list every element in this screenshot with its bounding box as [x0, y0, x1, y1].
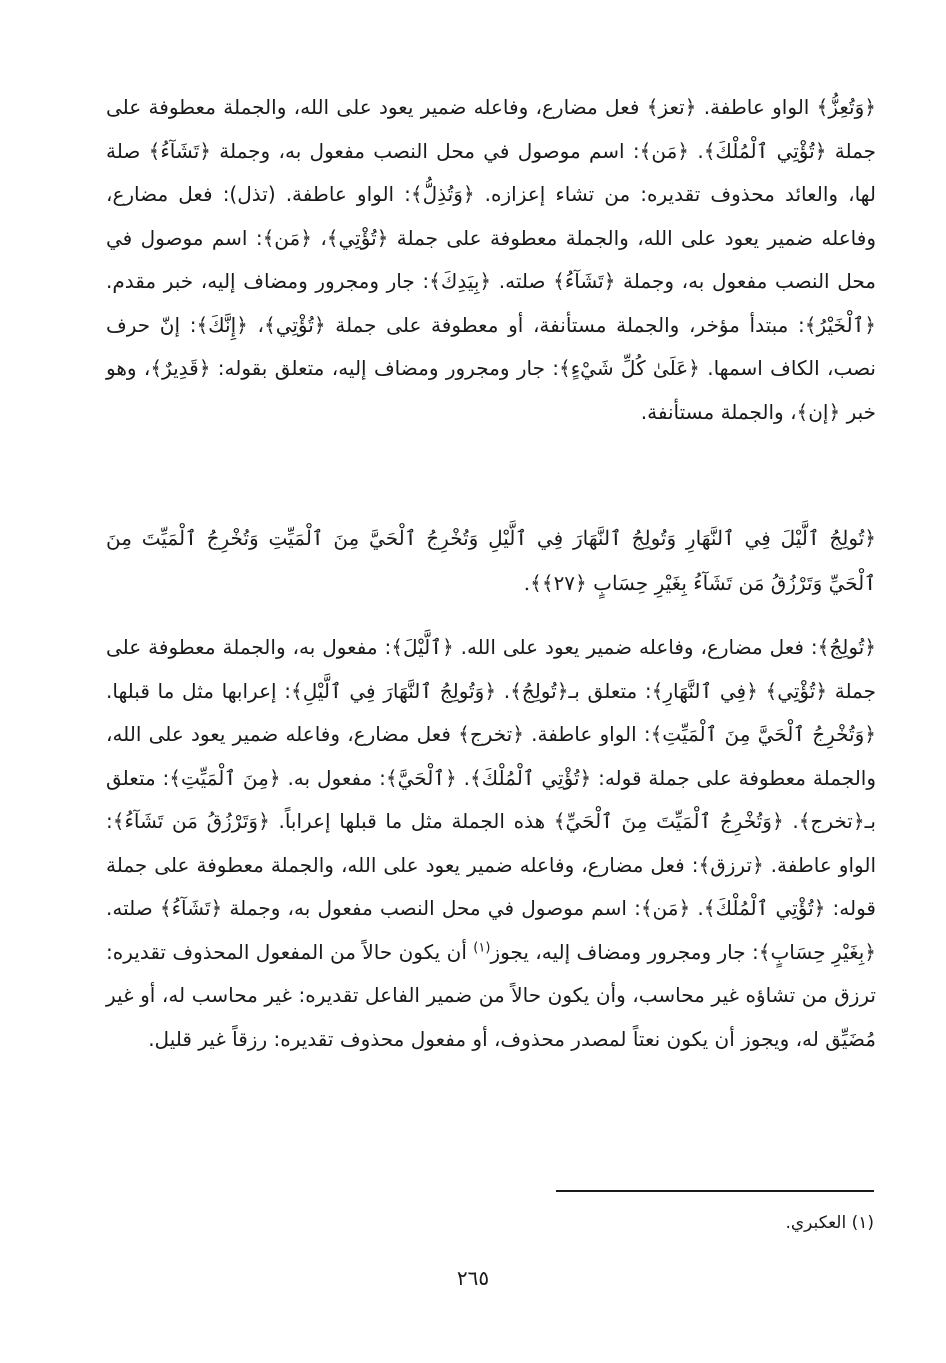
footnote-separator: [556, 1190, 874, 1192]
quran-verse-27: ﴿تُولِجُ ٱلَّيْلَ فِي ٱلنَّهَارِ وَتُولِجُ ٱلنَّهَارَ فِي ٱلَّيْلِ وَتُخْرِجُ ٱلْحَيَّ مِنَ ٱلْمَيِّتِ وَتُخْرِجُ ٱلْمَيِّتَ مِنَ ٱلْحَيِّ وَتَرْزُقُ مَن تَشَآءُ بِغَيْرِ حِسَابٍ ﴿٢٧﴾﴾.: [106, 526, 876, 595]
paragraph-2-main-text: ﴿تُولِجُ﴾: فعل مضارع، وفاعله ضمير يعود على الله. ﴿ٱلَّيْلَ﴾: مفعول به، والجملة معطوفة على جملة ﴿تُؤْتِي﴾ ﴿فِي ٱلنَّهَارِ﴾: متعلق بـ﴿تُولِجُ﴾. ﴿وَتُولِجُ ٱلنَّهَارَ فِي ٱلَّيْلِ﴾: إعرابها مثل ما قبلها. ﴿وَتُخْرِجُ ٱلْحَيَّ مِنَ ٱلْمَيِّتِ﴾: الواو عاطفة. ﴿تخرج﴾ فعل مضارع، وفاعله ضمير يعود على الله، والجملة معطوفة على جملة قوله: ﴿تُؤْتِي ٱلْمُلْكَ﴾. ﴿ٱلْحَيَّ﴾: مفعول به. ﴿مِنَ ٱلْمَيِّتِ﴾: متعلق بـ﴿تخرج﴾. ﴿وَتُخْرِجُ ٱلْمَيِّتَ مِنَ ٱلْحَيِّ﴾ هذه الجملة مثل ما قبلها إعراباً. ﴿وَتَرْزُقُ مَن تَشَآءُ﴾: الواو عاطفة. ﴿ترزق﴾: فعل مضارع، وفاعله ضمير يعود على الله، والجملة معطوفة على جملة قوله: ﴿تُؤْتِي ٱلْمُلْكَ﴾. ﴿مَن﴾: اسم موصول في محل النصب مفعول به، وجملة ﴿تَشَآءُ﴾ صلته. ﴿بِغَيْرِ حِسَابٍ﴾: جار ومجرور ومضاف إليه، يجوز: [106, 635, 877, 964]
page-number: ٢٦٥: [456, 1266, 490, 1290]
footnote-marker: (١): [473, 939, 491, 955]
paragraph-grammar-analysis-2: [106, 626, 876, 1061]
footnote-1: (١) العكبري.: [785, 1213, 874, 1233]
paragraph-2-tail-text: أن يكون حالاً من المفعول المحذوف تقديره: ترزق من تشاؤه غير محاسب، وأن يكون حالاً من ضمير الفاعل تقديره: غير محاسب له، أو غير مُضَيِّق له، ويجوز أن يكون نعتاً لمصدر محذوف، أو مفعول محذوف تقديره: رزقاً غير قليل.: [106, 939, 876, 1051]
paragraph-grammar-analysis-1: ﴿وَتُعِزُّ﴾ الواو عاطفة. ﴿تعز﴾ فعل مضارع، وفاعله ضمير يعود على الله، والجملة معطوفة على جملة ﴿تُؤْتِي ٱلْمُلْكَ﴾. ﴿مَن﴾: اسم موصول في محل النصب مفعول به، وجملة ﴿تَشَآءُ﴾ صلة لها، والعائد محذوف تقديره: من تشاء إعزازه. ﴿وَتُذِلُّ﴾: الواو عاطفة. (تذل): فعل مضارع، وفاعله ضمير يعود على الله، والجملة معطوفة على جملة ﴿تُؤْتِي﴾، ﴿مَن﴾: اسم موصول في محل النصب مفعول به، وجملة ﴿تَشَآءُ﴾ صلته. ﴿بِيَدِكَ﴾: جار ومجرور ومضاف إليه، خبر مقدم. ﴿ٱلْخَيْرُ﴾: مبتدأ مؤخر، والجملة مستأنفة، أو معطوفة على جملة ﴿تُؤْتِي﴾، ﴿إِنَّكَ﴾: إنّ حرف نصب، الكاف اسمها. ﴿عَلَىٰ كُلِّ شَيْءٍ﴾: جار ومجرور ومضاف إليه، متعلق بقوله: ﴿قَدِيرٌ﴾، وهو خبر ﴿إن﴾، والجملة مستأنفة.: [106, 95, 876, 424]
